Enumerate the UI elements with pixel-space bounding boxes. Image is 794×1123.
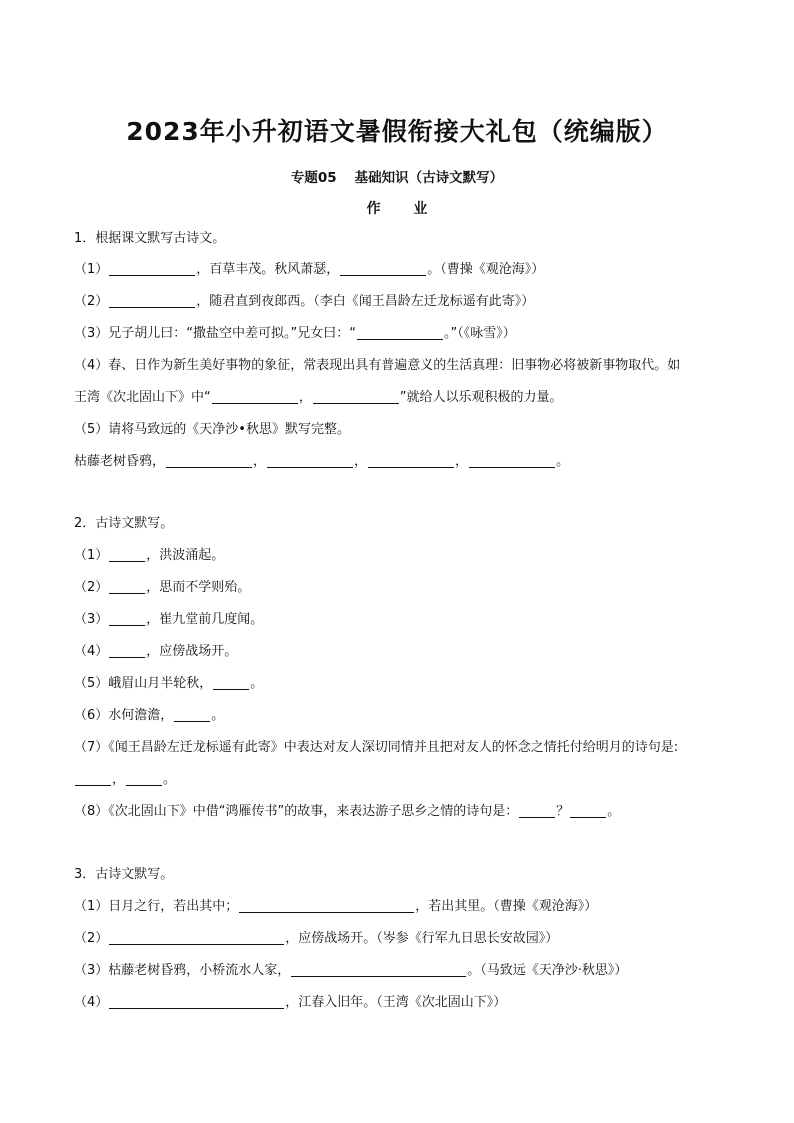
q2-item-5: （5）峨眉山月半轮秋， 。 bbox=[74, 676, 264, 691]
topic-number: 专题05 bbox=[290, 170, 337, 186]
topic-subtitle bbox=[0, 166, 794, 186]
answer-blank[interactable] bbox=[109, 612, 145, 626]
q2-item-7-line2: ， 。 bbox=[74, 771, 176, 789]
answer-blank[interactable] bbox=[469, 454, 555, 468]
answer-blank[interactable] bbox=[109, 294, 195, 308]
q2-item-4: （4） ，应傍战场开。 bbox=[74, 644, 238, 659]
q1-item-4-line1: （4）春、日作为新生美好事物的象征，常表现出具有普遍意义的生活真理：旧事物必将被新事物取代。如 bbox=[74, 358, 681, 373]
q2-item-1: （1） ，洪波涌起。 bbox=[74, 548, 225, 563]
q1-heading: 1．根据课文默写古诗文。 bbox=[74, 231, 226, 246]
q3-item-4: （4） ，江春入旧年。（王湾《次北固山下》） bbox=[74, 995, 507, 1010]
answer-blank[interactable] bbox=[109, 931, 284, 945]
q1-item-3: （3）兄子胡儿曰：“撒盐空中差可拟。”兄女曰：“ 。”（《咏雪》） bbox=[74, 326, 516, 341]
answer-blank[interactable] bbox=[340, 262, 426, 276]
answer-blank[interactable] bbox=[313, 390, 399, 404]
section-heading: 作 业 bbox=[366, 201, 442, 217]
q3-item-2: （2） ，应傍战场开。（岑参《行军九日思长安故园》） bbox=[74, 931, 559, 946]
answer-blank[interactable] bbox=[109, 548, 145, 562]
answer-blank[interactable] bbox=[570, 804, 606, 818]
q1-item-5-line2: 枯藤老树昏鸦， ， ， ， 。 bbox=[74, 454, 570, 469]
answer-blank[interactable] bbox=[75, 772, 111, 786]
answer-blank[interactable] bbox=[519, 804, 555, 818]
answer-blank[interactable] bbox=[109, 644, 145, 658]
answer-blank[interactable] bbox=[109, 262, 195, 276]
q2-item-6: （6）水何澹澹， 。 bbox=[74, 708, 225, 723]
answer-blank[interactable] bbox=[239, 899, 414, 913]
answer-blank[interactable] bbox=[368, 454, 454, 468]
q1-item-2: （2） ，随君直到夜郎西。（李白《闻王昌龄左迁龙标遥有此寄》） bbox=[74, 294, 535, 309]
answer-blank[interactable] bbox=[213, 676, 249, 690]
page-title: 2023年小升初语文暑假衔接大礼包（统编版） bbox=[126, 117, 668, 146]
topic-name: 基础知识（古诗文默写） bbox=[354, 170, 504, 186]
q1-item-5-line1: （5）请将马致远的《天净沙•秋思》默写完整。 bbox=[74, 422, 350, 437]
q3-heading: 3．古诗文默写。 bbox=[74, 867, 174, 882]
answer-blank[interactable] bbox=[174, 708, 210, 722]
answer-blank[interactable] bbox=[109, 995, 284, 1009]
q2-item-3: （3） ，崔九堂前几度闻。 bbox=[74, 612, 264, 627]
answer-blank[interactable] bbox=[212, 390, 298, 404]
q3-item-3: （3）枯藤老树昏鸦，小桥流水人家， 。（马致远《天净沙·秋思》） bbox=[74, 963, 628, 978]
answer-blank[interactable] bbox=[109, 580, 145, 594]
q3-item-1: （1）日月之行，若出其中； ，若出其里。（曹操《观沧海》） bbox=[74, 899, 598, 914]
q2-item-8: （8）《次北固山下》中借“鸿雁传书”的故事，来表达游子思乡之情的诗句是： ？ 。 bbox=[74, 804, 621, 819]
q2-heading: 2．古诗文默写。 bbox=[74, 516, 174, 531]
answer-blank[interactable] bbox=[166, 454, 252, 468]
answer-blank[interactable] bbox=[267, 454, 353, 468]
answer-blank[interactable] bbox=[126, 772, 162, 786]
answer-blank[interactable] bbox=[291, 963, 466, 977]
q2-item-2: （2） ，思而不学则殆。 bbox=[74, 580, 251, 595]
q1-item-1: （1） ，百草丰茂。秋风萧瑟， 。（曹操《观沧海》） bbox=[74, 262, 545, 277]
q2-item-7-line1: （7）《闻王昌龄左迁龙标遥有此寄》中表达对友人深切同情并且把对友人的怀念之情托付给明月的诗句是: bbox=[74, 740, 679, 755]
q1-item-4-line2: 王湾《次北固山下》中“ ， ”就给人以乐观积极的力量。 bbox=[74, 390, 563, 405]
answer-blank[interactable] bbox=[357, 326, 443, 340]
